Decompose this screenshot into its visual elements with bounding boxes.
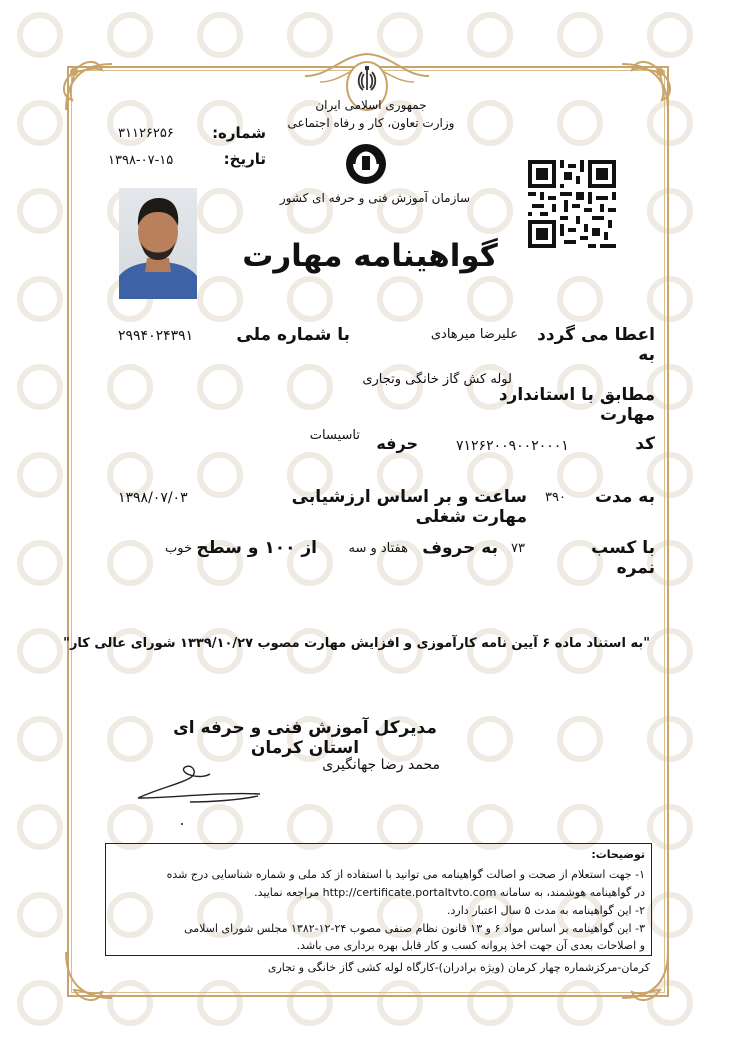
duration-value: ۳۹۰: [545, 490, 566, 505]
organization-name: سازمان آموزش فنی و حرفه ای کشور: [279, 191, 471, 205]
national-id-label: با شماره ملی: [236, 325, 350, 345]
standard-value: لوله کش گاز خانگی وتجاری: [362, 372, 512, 387]
signature-image: [130, 758, 270, 828]
tvto-logo-icon: [340, 142, 392, 186]
certificate-title: گواهینامه مهارت: [242, 238, 498, 274]
holder-photo: [119, 188, 197, 299]
note-line: در گواهینامه هوشمند، به سامانه http://certificate.portaltvto.com مراجعه نمایید.: [254, 886, 645, 899]
legal-citation: "به استناد ماده ۶ آیین نامه کارآموزی و افزایش مهارت مصوب ۱۳۳۹/۱۰/۲۷ شورای عالی کار": [63, 636, 650, 651]
note-line: ۱- جهت استعلام از صحت و اصالت گواهینامه می توانید با استفاده از کد ملی و شماره شناسایی درج شده: [166, 868, 645, 881]
notes-box: [105, 843, 652, 956]
national-id-value: ۲۹۹۴۰۲۴۳۹۱: [118, 328, 194, 344]
awarded-name: علیرضا میرهادی: [430, 327, 518, 342]
notes-heading: توضیحات:: [591, 848, 645, 861]
code-label: کد: [635, 434, 655, 454]
signatory-name: محمد رضا جهانگیری: [322, 757, 440, 773]
score-label: با کسب نمره: [591, 538, 655, 578]
duration-label: به مدت: [594, 487, 655, 507]
note-line: ۳- این گواهینامه بر اساس مواد ۶ و ۱۳ قانون نظام صنفی مصوب ۲۴-۱۲-۱۳۸۲ مجلس شورای اسلامی: [184, 922, 645, 935]
level-value: خوب: [165, 541, 192, 556]
person-portrait-icon: [119, 188, 197, 299]
profession-label: حرفه: [376, 434, 418, 453]
number-value: ۳۱۱۲۶۲۵۶: [118, 126, 174, 141]
note-line: ۲- این گواهینامه به مدت ۵ سال اعتبار دارد.: [447, 904, 645, 917]
awarded-label: اعطا می گردد به: [537, 325, 655, 365]
date-value: ۱۳۹۸-۰۷-۱۵: [108, 153, 174, 168]
letters-value: هفتاد و سه: [348, 541, 408, 556]
score-value: ۷۳: [511, 541, 525, 556]
standard-label: مطابق با استاندارد مهارت: [498, 385, 655, 425]
signatory-position: مدیرکل آموزش فنی و حرفه ای استان کرمان: [173, 718, 437, 758]
note-line: و اصلاحات بعدی آن جهت اخذ پروانه کسب و کار قابل بهره برداری می باشد.: [296, 939, 645, 952]
date-label: تاریخ:: [223, 150, 266, 168]
assessment-label: ساعت و بر اساس ارزشیابی مهارت شغلی: [291, 487, 527, 527]
qr-code: [528, 160, 616, 248]
corner-ornament-top-right: [612, 50, 682, 120]
ministry-name: وزارت تعاون، کار و رفاه اجتماعی: [287, 116, 455, 130]
corner-ornament-top-left: [52, 50, 122, 120]
iran-emblem-icon: [355, 64, 379, 96]
letters-label: به حروف: [422, 538, 498, 558]
country-name: جمهوری اسلامی ایران: [315, 98, 427, 112]
out-of-label: از ۱۰۰ و سطح: [196, 538, 317, 558]
profession-value: تاسیسات: [309, 428, 360, 443]
code-value: ۷۱۲۶۲۰۰۹۰۰۲۰۰۰۱: [456, 438, 569, 454]
assessment-date: ۱۳۹۸/۰۷/۰۳: [118, 490, 188, 506]
number-label: شماره:: [212, 124, 266, 142]
issuing-center: کرمان-مرکزشماره چهار کرمان (ویژه برادران)-کارگاه لوله کشی گاز خانگی و تجاری: [267, 961, 650, 974]
